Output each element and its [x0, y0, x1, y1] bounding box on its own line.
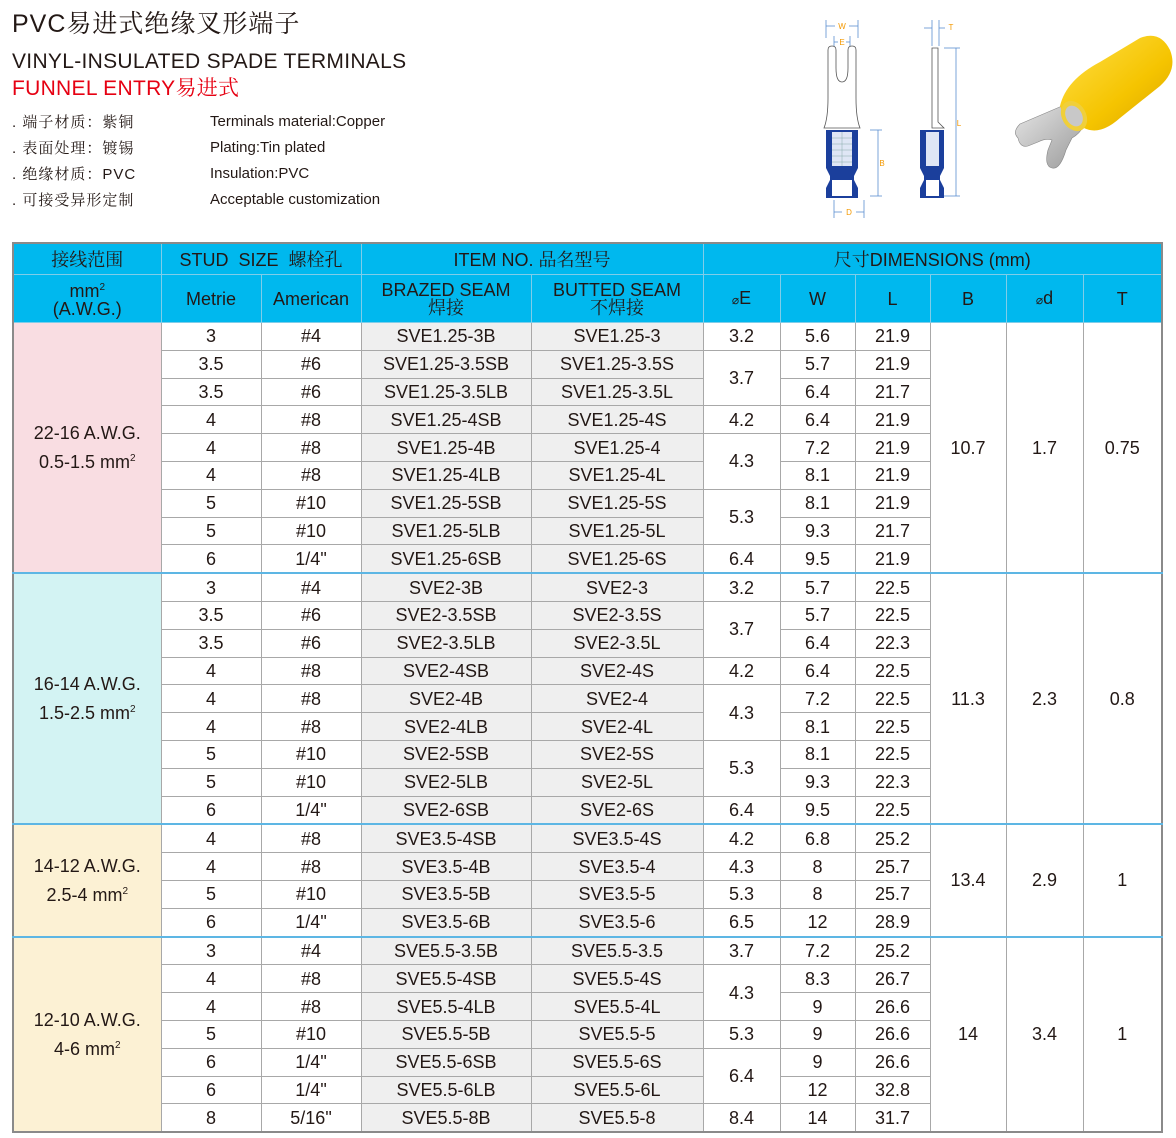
butted-item-cell: SVE1.25-5S: [531, 489, 703, 517]
E-cell: 8.4: [703, 1104, 780, 1132]
butted-item-cell: SVE3.5-4S: [531, 824, 703, 852]
brazed-item-cell: SVE5.5-8B: [361, 1104, 531, 1132]
metric-cell: 5: [161, 1020, 261, 1048]
spec-item-customization: . 可接受异形定制 Acceptable customization: [12, 190, 381, 209]
L-cell: 31.7: [855, 1104, 930, 1132]
L-cell: 21.9: [855, 489, 930, 517]
metric-cell: 3: [161, 323, 261, 351]
butted-item-cell: SVE5.5-4L: [531, 993, 703, 1021]
butted-item-cell: SVE2-4: [531, 685, 703, 713]
E-cell: 3.7: [703, 350, 780, 406]
W-cell: 8.3: [780, 965, 855, 993]
brazed-item-cell: SVE5.5-4SB: [361, 965, 531, 993]
T-cell: 1: [1083, 824, 1162, 936]
svg-text:L: L: [956, 119, 962, 128]
diameter-icon: ⌀: [1035, 292, 1044, 307]
american-cell: #8: [261, 993, 361, 1021]
svg-text:B: B: [879, 159, 885, 168]
brazed-item-cell: SVE1.25-4LB: [361, 461, 531, 489]
W-cell: 14: [780, 1104, 855, 1132]
col-item-no: ITEM NO. 品名型号: [361, 243, 703, 275]
metric-cell: 3.5: [161, 629, 261, 657]
wire-range-cell: 12-10 A.W.G. 4-6 $mm^2$: [13, 937, 161, 1133]
col-T: T: [1083, 275, 1162, 323]
metric-cell: 4: [161, 657, 261, 685]
col-butted-seam: BUTTED SEAM 不焊接: [531, 275, 703, 323]
spade-terminal-photo: [1000, 20, 1176, 190]
L-cell: 21.9: [855, 323, 930, 351]
brazed-item-cell: SVE1.25-4B: [361, 434, 531, 462]
table-row: [13, 573, 1162, 601]
american-cell: #8: [261, 713, 361, 741]
american-cell: 5/16": [261, 1104, 361, 1132]
brazed-item-cell: SVE2-6SB: [361, 796, 531, 824]
col-L: L: [855, 275, 930, 323]
brazed-item-cell: SVE5.5-6SB: [361, 1048, 531, 1076]
metric-cell: 6: [161, 908, 261, 936]
W-cell: 6.4: [780, 406, 855, 434]
butted-item-cell: SVE1.25-3.5S: [531, 350, 703, 378]
american-cell: #10: [261, 768, 361, 796]
brazed-item-cell: SVE3.5-6B: [361, 908, 531, 936]
W-cell: 9.3: [780, 517, 855, 545]
E-cell: 4.3: [703, 853, 780, 881]
butted-item-cell: SVE1.25-3: [531, 323, 703, 351]
metric-cell: 5: [161, 517, 261, 545]
butted-item-cell: SVE5.5-3.5: [531, 937, 703, 965]
brazed-item-cell: SVE5.5-4LB: [361, 993, 531, 1021]
E-cell: 3.2: [703, 573, 780, 601]
butted-item-cell: SVE1.25-6S: [531, 545, 703, 573]
W-cell: 5.7: [780, 601, 855, 629]
metric-cell: 4: [161, 824, 261, 852]
table-row: [13, 824, 1162, 852]
butted-item-cell: SVE2-3.5L: [531, 629, 703, 657]
svg-text:D: D: [846, 208, 852, 217]
metric-cell: 4: [161, 434, 261, 462]
W-cell: 9.5: [780, 796, 855, 824]
L-cell: 22.5: [855, 601, 930, 629]
wire-range-cell: 22-16 A.W.G. 0.5-1.5 $mm^2$: [13, 323, 161, 574]
L-cell: 21.7: [855, 378, 930, 406]
L-cell: 25.7: [855, 880, 930, 908]
brazed-item-cell: SVE1.25-3.5SB: [361, 350, 531, 378]
d-cell: 2.3: [1006, 573, 1083, 824]
table-row: [13, 323, 1162, 351]
brazed-item-cell: SVE3.5-4SB: [361, 824, 531, 852]
metric-cell: 3: [161, 573, 261, 601]
W-cell: 9: [780, 993, 855, 1021]
metric-cell: 5: [161, 880, 261, 908]
butted-item-cell: SVE2-5S: [531, 740, 703, 768]
E-cell: 5.3: [703, 489, 780, 545]
brazed-item-cell: SVE2-4B: [361, 685, 531, 713]
L-cell: 25.2: [855, 824, 930, 852]
brazed-item-cell: SVE1.25-4SB: [361, 406, 531, 434]
W-cell: 6.4: [780, 378, 855, 406]
W-cell: 5.7: [780, 350, 855, 378]
L-cell: 22.5: [855, 573, 930, 601]
brazed-item-cell: SVE5.5-6LB: [361, 1076, 531, 1104]
W-cell: 6.8: [780, 824, 855, 852]
L-cell: 25.2: [855, 937, 930, 965]
brazed-item-cell: SVE1.25-5LB: [361, 517, 531, 545]
col-B: B: [930, 275, 1006, 323]
metric-cell: 3.5: [161, 601, 261, 629]
metric-cell: 6: [161, 1076, 261, 1104]
metric-cell: 4: [161, 713, 261, 741]
svg-text:W: W: [838, 22, 846, 31]
metric-cell: 4: [161, 965, 261, 993]
L-cell: 21.9: [855, 434, 930, 462]
butted-item-cell: SVE3.5-5: [531, 880, 703, 908]
L-cell: 21.9: [855, 545, 930, 573]
spec-list: [12, 108, 452, 212]
table-header: [13, 243, 1162, 323]
E-cell: 4.3: [703, 965, 780, 1021]
american-cell: #8: [261, 657, 361, 685]
E-cell: 6.4: [703, 545, 780, 573]
brazed-item-cell: SVE2-4LB: [361, 713, 531, 741]
american-cell: #4: [261, 573, 361, 601]
metric-cell: 5: [161, 740, 261, 768]
american-cell: #8: [261, 824, 361, 852]
brazed-item-cell: SVE2-3.5LB: [361, 629, 531, 657]
brazed-item-cell: SVE5.5-3.5B: [361, 937, 531, 965]
W-cell: 9: [780, 1020, 855, 1048]
E-cell: 5.3: [703, 1020, 780, 1048]
W-cell: 6.4: [780, 629, 855, 657]
L-cell: 26.6: [855, 1020, 930, 1048]
butted-item-cell: SVE5.5-8: [531, 1104, 703, 1132]
brazed-item-cell: SVE1.25-3.5LB: [361, 378, 531, 406]
L-cell: 21.7: [855, 517, 930, 545]
american-cell: 1/4": [261, 908, 361, 936]
L-cell: 25.7: [855, 853, 930, 881]
W-cell: 8.1: [780, 489, 855, 517]
american-cell: #8: [261, 434, 361, 462]
W-cell: 7.2: [780, 685, 855, 713]
L-cell: 22.5: [855, 796, 930, 824]
d-cell: 1.7: [1006, 323, 1083, 574]
spec-item-material: . 端子材质：紫铜 Terminals material:Copper: [12, 112, 386, 131]
butted-item-cell: SVE3.5-4: [531, 853, 703, 881]
B-cell: 14: [930, 937, 1006, 1133]
W-cell: 8.1: [780, 713, 855, 741]
metric-cell: 3: [161, 937, 261, 965]
spade-terminal-drawing: [820, 8, 980, 218]
L-cell: 21.9: [855, 406, 930, 434]
col-dimensions: 尺寸DIMENSIONS (mm): [703, 243, 1162, 275]
wire-range-cell: 14-12 A.W.G. 2.5-4 $mm^2$: [13, 824, 161, 936]
butted-item-cell: SVE5.5-6S: [531, 1048, 703, 1076]
L-cell: 26.6: [855, 993, 930, 1021]
E-cell: 5.3: [703, 880, 780, 908]
W-cell: 8.1: [780, 740, 855, 768]
spec-item-plating: . 表面处理：镀锡 Plating:Tin plated: [12, 138, 326, 157]
butted-item-cell: SVE1.25-4: [531, 434, 703, 462]
brazed-item-cell: SVE1.25-3B: [361, 323, 531, 351]
E-cell: 4.3: [703, 434, 780, 490]
B-cell: 10.7: [930, 323, 1006, 574]
col-range-unit: $mm^2$ (A.W.G.): [13, 275, 161, 323]
L-cell: 26.7: [855, 965, 930, 993]
brazed-item-cell: SVE2-5LB: [361, 768, 531, 796]
metric-cell: 4: [161, 406, 261, 434]
E-cell: 4.3: [703, 685, 780, 741]
L-cell: 22.3: [855, 629, 930, 657]
W-cell: 8: [780, 880, 855, 908]
col-E: ⌀E: [703, 275, 780, 323]
brazed-item-cell: SVE2-5SB: [361, 740, 531, 768]
metric-cell: 4: [161, 461, 261, 489]
butted-item-cell: SVE3.5-6: [531, 908, 703, 936]
butted-item-cell: SVE2-3: [531, 573, 703, 601]
svg-text:T: T: [948, 23, 954, 32]
american-cell: #10: [261, 740, 361, 768]
brazed-item-cell: SVE1.25-6SB: [361, 545, 531, 573]
brazed-item-cell: SVE5.5-5B: [361, 1020, 531, 1048]
spec-table: [12, 242, 1163, 1133]
col-d: ⌀d: [1006, 275, 1083, 323]
col-range: 接线范围: [13, 243, 161, 275]
table-body: [13, 323, 1162, 1133]
butted-item-cell: SVE5.5-5: [531, 1020, 703, 1048]
wire-range-cell: 16-14 A.W.G. 1.5-2.5 $mm^2$: [13, 573, 161, 824]
brazed-item-cell: SVE3.5-5B: [361, 880, 531, 908]
W-cell: 12: [780, 1076, 855, 1104]
W-cell: 6.4: [780, 657, 855, 685]
butted-item-cell: SVE5.5-4S: [531, 965, 703, 993]
E-cell: 3.2: [703, 323, 780, 351]
B-cell: 13.4: [930, 824, 1006, 936]
title-english: VINYL-INSULATED SPADE TERMINALS: [12, 50, 407, 73]
brazed-item-cell: SVE3.5-4B: [361, 853, 531, 881]
metric-cell: 6: [161, 545, 261, 573]
L-cell: 22.5: [855, 740, 930, 768]
subtitle-funnel-entry: FUNNEL ENTRY易进式: [12, 77, 240, 100]
american-cell: #8: [261, 461, 361, 489]
american-cell: #10: [261, 1020, 361, 1048]
metric-cell: 4: [161, 853, 261, 881]
brazed-item-cell: SVE2-3.5SB: [361, 601, 531, 629]
E-cell: 4.2: [703, 824, 780, 852]
american-cell: #8: [261, 685, 361, 713]
american-cell: #4: [261, 937, 361, 965]
T-cell: 0.75: [1083, 323, 1162, 574]
spec-item-insulation: . 绝缘材质：PVC Insulation:PVC: [12, 164, 310, 183]
col-W: W: [780, 275, 855, 323]
L-cell: 22.5: [855, 713, 930, 741]
table-row: [13, 937, 1162, 965]
american-cell: #10: [261, 489, 361, 517]
american-cell: 1/4": [261, 1076, 361, 1104]
butted-item-cell: SVE5.5-6L: [531, 1076, 703, 1104]
W-cell: 8.1: [780, 461, 855, 489]
col-metric: Metrie: [161, 275, 261, 323]
W-cell: 12: [780, 908, 855, 936]
american-cell: #8: [261, 965, 361, 993]
L-cell: 22.5: [855, 685, 930, 713]
butted-item-cell: SVE2-3.5S: [531, 601, 703, 629]
butted-item-cell: SVE2-4S: [531, 657, 703, 685]
L-cell: 22.5: [855, 657, 930, 685]
american-cell: #6: [261, 629, 361, 657]
american-cell: #6: [261, 378, 361, 406]
L-cell: 21.9: [855, 461, 930, 489]
T-cell: 1: [1083, 937, 1162, 1133]
W-cell: 8: [780, 853, 855, 881]
E-cell: 3.7: [703, 937, 780, 965]
metric-cell: 3.5: [161, 378, 261, 406]
W-cell: 9.5: [780, 545, 855, 573]
W-cell: 9.3: [780, 768, 855, 796]
american-cell: #4: [261, 323, 361, 351]
american-cell: #10: [261, 517, 361, 545]
d-cell: 2.9: [1006, 824, 1083, 936]
L-cell: 21.9: [855, 350, 930, 378]
W-cell: 5.7: [780, 573, 855, 601]
american-cell: #8: [261, 406, 361, 434]
metric-cell: 6: [161, 796, 261, 824]
butted-item-cell: SVE1.25-4L: [531, 461, 703, 489]
brazed-item-cell: SVE2-4SB: [361, 657, 531, 685]
butted-item-cell: SVE1.25-3.5L: [531, 378, 703, 406]
E-cell: 6.5: [703, 908, 780, 936]
american-cell: 1/4": [261, 796, 361, 824]
metric-cell: 8: [161, 1104, 261, 1132]
metric-cell: 6: [161, 1048, 261, 1076]
E-cell: 6.4: [703, 796, 780, 824]
W-cell: 5.6: [780, 323, 855, 351]
E-cell: 4.2: [703, 406, 780, 434]
metric-cell: 4: [161, 685, 261, 713]
american-cell: 1/4": [261, 545, 361, 573]
d-cell: 3.4: [1006, 937, 1083, 1133]
E-cell: 4.2: [703, 657, 780, 685]
american-cell: 1/4": [261, 1048, 361, 1076]
diameter-icon: ⌀: [731, 292, 740, 307]
brazed-item-cell: SVE1.25-5SB: [361, 489, 531, 517]
W-cell: 7.2: [780, 434, 855, 462]
E-cell: 5.3: [703, 740, 780, 796]
butted-item-cell: SVE1.25-5L: [531, 517, 703, 545]
E-cell: 3.7: [703, 601, 780, 657]
metric-cell: 3.5: [161, 350, 261, 378]
E-cell: 6.4: [703, 1048, 780, 1104]
W-cell: 9: [780, 1048, 855, 1076]
american-cell: #8: [261, 853, 361, 881]
L-cell: 32.8: [855, 1076, 930, 1104]
metric-cell: 5: [161, 489, 261, 517]
col-american: American: [261, 275, 361, 323]
L-cell: 28.9: [855, 908, 930, 936]
butted-item-cell: SVE2-4L: [531, 713, 703, 741]
american-cell: #6: [261, 601, 361, 629]
brazed-item-cell: SVE2-3B: [361, 573, 531, 601]
metric-cell: 5: [161, 768, 261, 796]
butted-item-cell: SVE1.25-4S: [531, 406, 703, 434]
col-stud-size: STUD SIZE 螺栓孔: [161, 243, 361, 275]
col-brazed-seam: BRAZED SEAM 焊接: [361, 275, 531, 323]
svg-text:E: E: [839, 38, 845, 47]
T-cell: 0.8: [1083, 573, 1162, 824]
L-cell: 22.3: [855, 768, 930, 796]
butted-item-cell: SVE2-6S: [531, 796, 703, 824]
L-cell: 26.6: [855, 1048, 930, 1076]
metric-cell: 4: [161, 993, 261, 1021]
american-cell: #10: [261, 880, 361, 908]
B-cell: 11.3: [930, 573, 1006, 824]
butted-item-cell: SVE2-5L: [531, 768, 703, 796]
W-cell: 7.2: [780, 937, 855, 965]
american-cell: #6: [261, 350, 361, 378]
title-chinese: PVC易进式绝缘叉形端子: [12, 10, 301, 38]
